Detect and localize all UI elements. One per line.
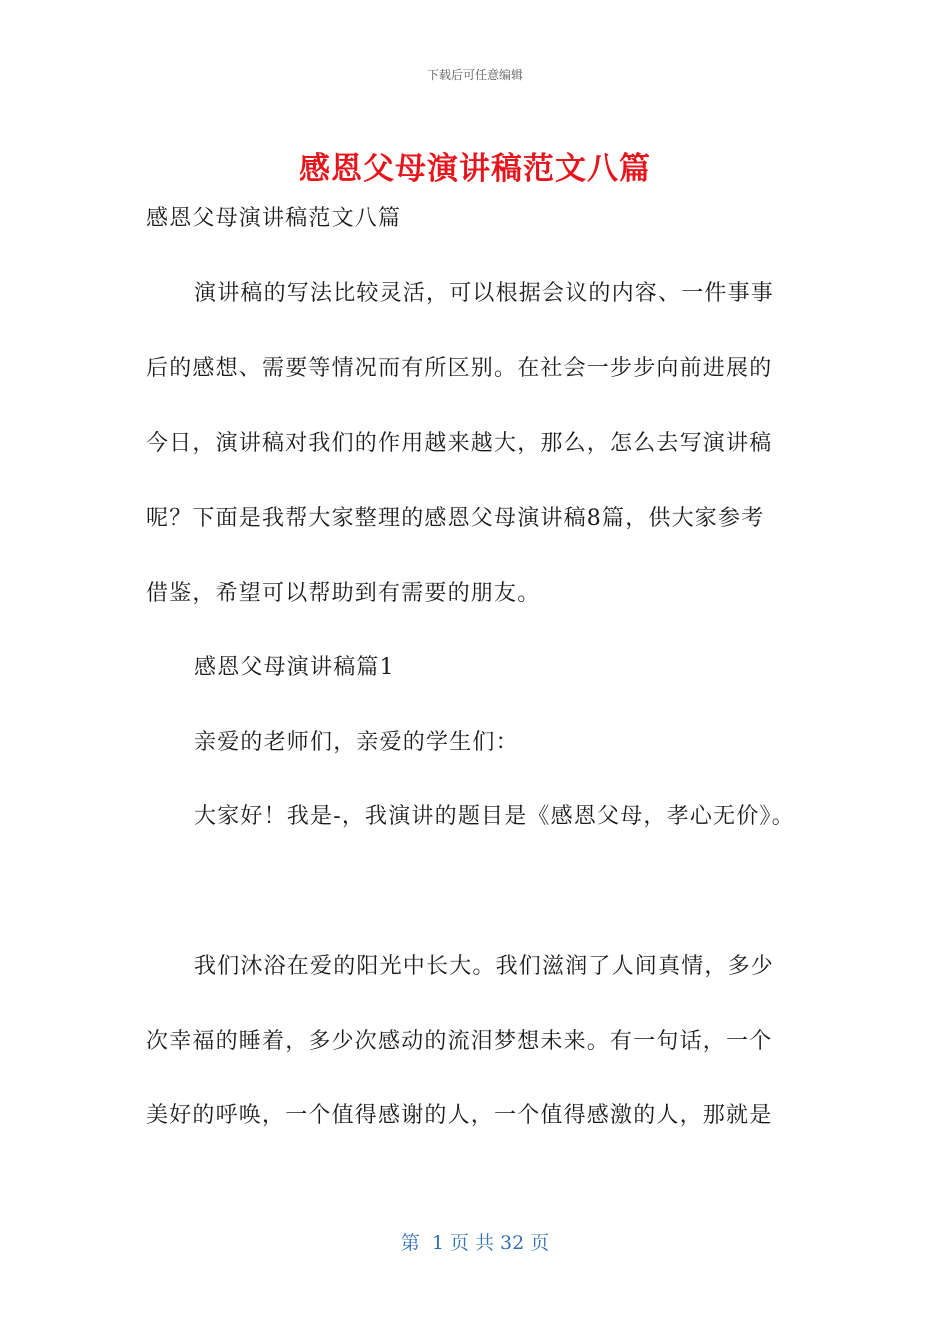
paragraph-line: 呢？下面是我帮大家整理的感恩父母演讲稿8篇，供大家参考 — [146, 506, 765, 531]
page-number-footer: 第 1 页 共 32 页 — [400, 1232, 550, 1254]
paragraph-line: 后的感想、需要等情况而有所区别。在社会一步步向前进展的 — [146, 356, 773, 381]
paragraph-line: 借鉴，希望可以帮助到有需要的朋友。 — [146, 581, 541, 606]
paragraph-line: 我们沐浴在爱的阳光中长大。我们滋润了人间真情，多少 — [194, 954, 775, 979]
subtitle-line: 感恩父母演讲稿范文八篇 — [146, 206, 402, 231]
paragraph-line: 演讲稿的写法比较灵活，可以根据会议的内容、一件事事 — [194, 281, 775, 306]
paragraph-line: 美好的呼唤，一个值得感谢的人，一个值得感激的人，那就是 — [146, 1103, 773, 1128]
document-title: 感恩父母演讲稿范文八篇 — [299, 151, 651, 187]
paragraph-line: 次幸福的睡着，多少次感动的流泪梦想未来。有一句话，一个 — [146, 1029, 773, 1054]
greeting-line: 亲爱的老师们，亲爱的学生们： — [194, 730, 519, 755]
paragraph-line: 大家好！我是-，我演讲的题目是《感恩父母，孝心无价》。 — [194, 804, 795, 829]
section-heading: 感恩父母演讲稿篇1 — [194, 655, 395, 680]
header-note: 下载后可任意编辑 — [426, 68, 523, 82]
paragraph-line: 今日，演讲稿对我们的作用越来越大，那么，怎么去写演讲稿 — [146, 431, 773, 456]
